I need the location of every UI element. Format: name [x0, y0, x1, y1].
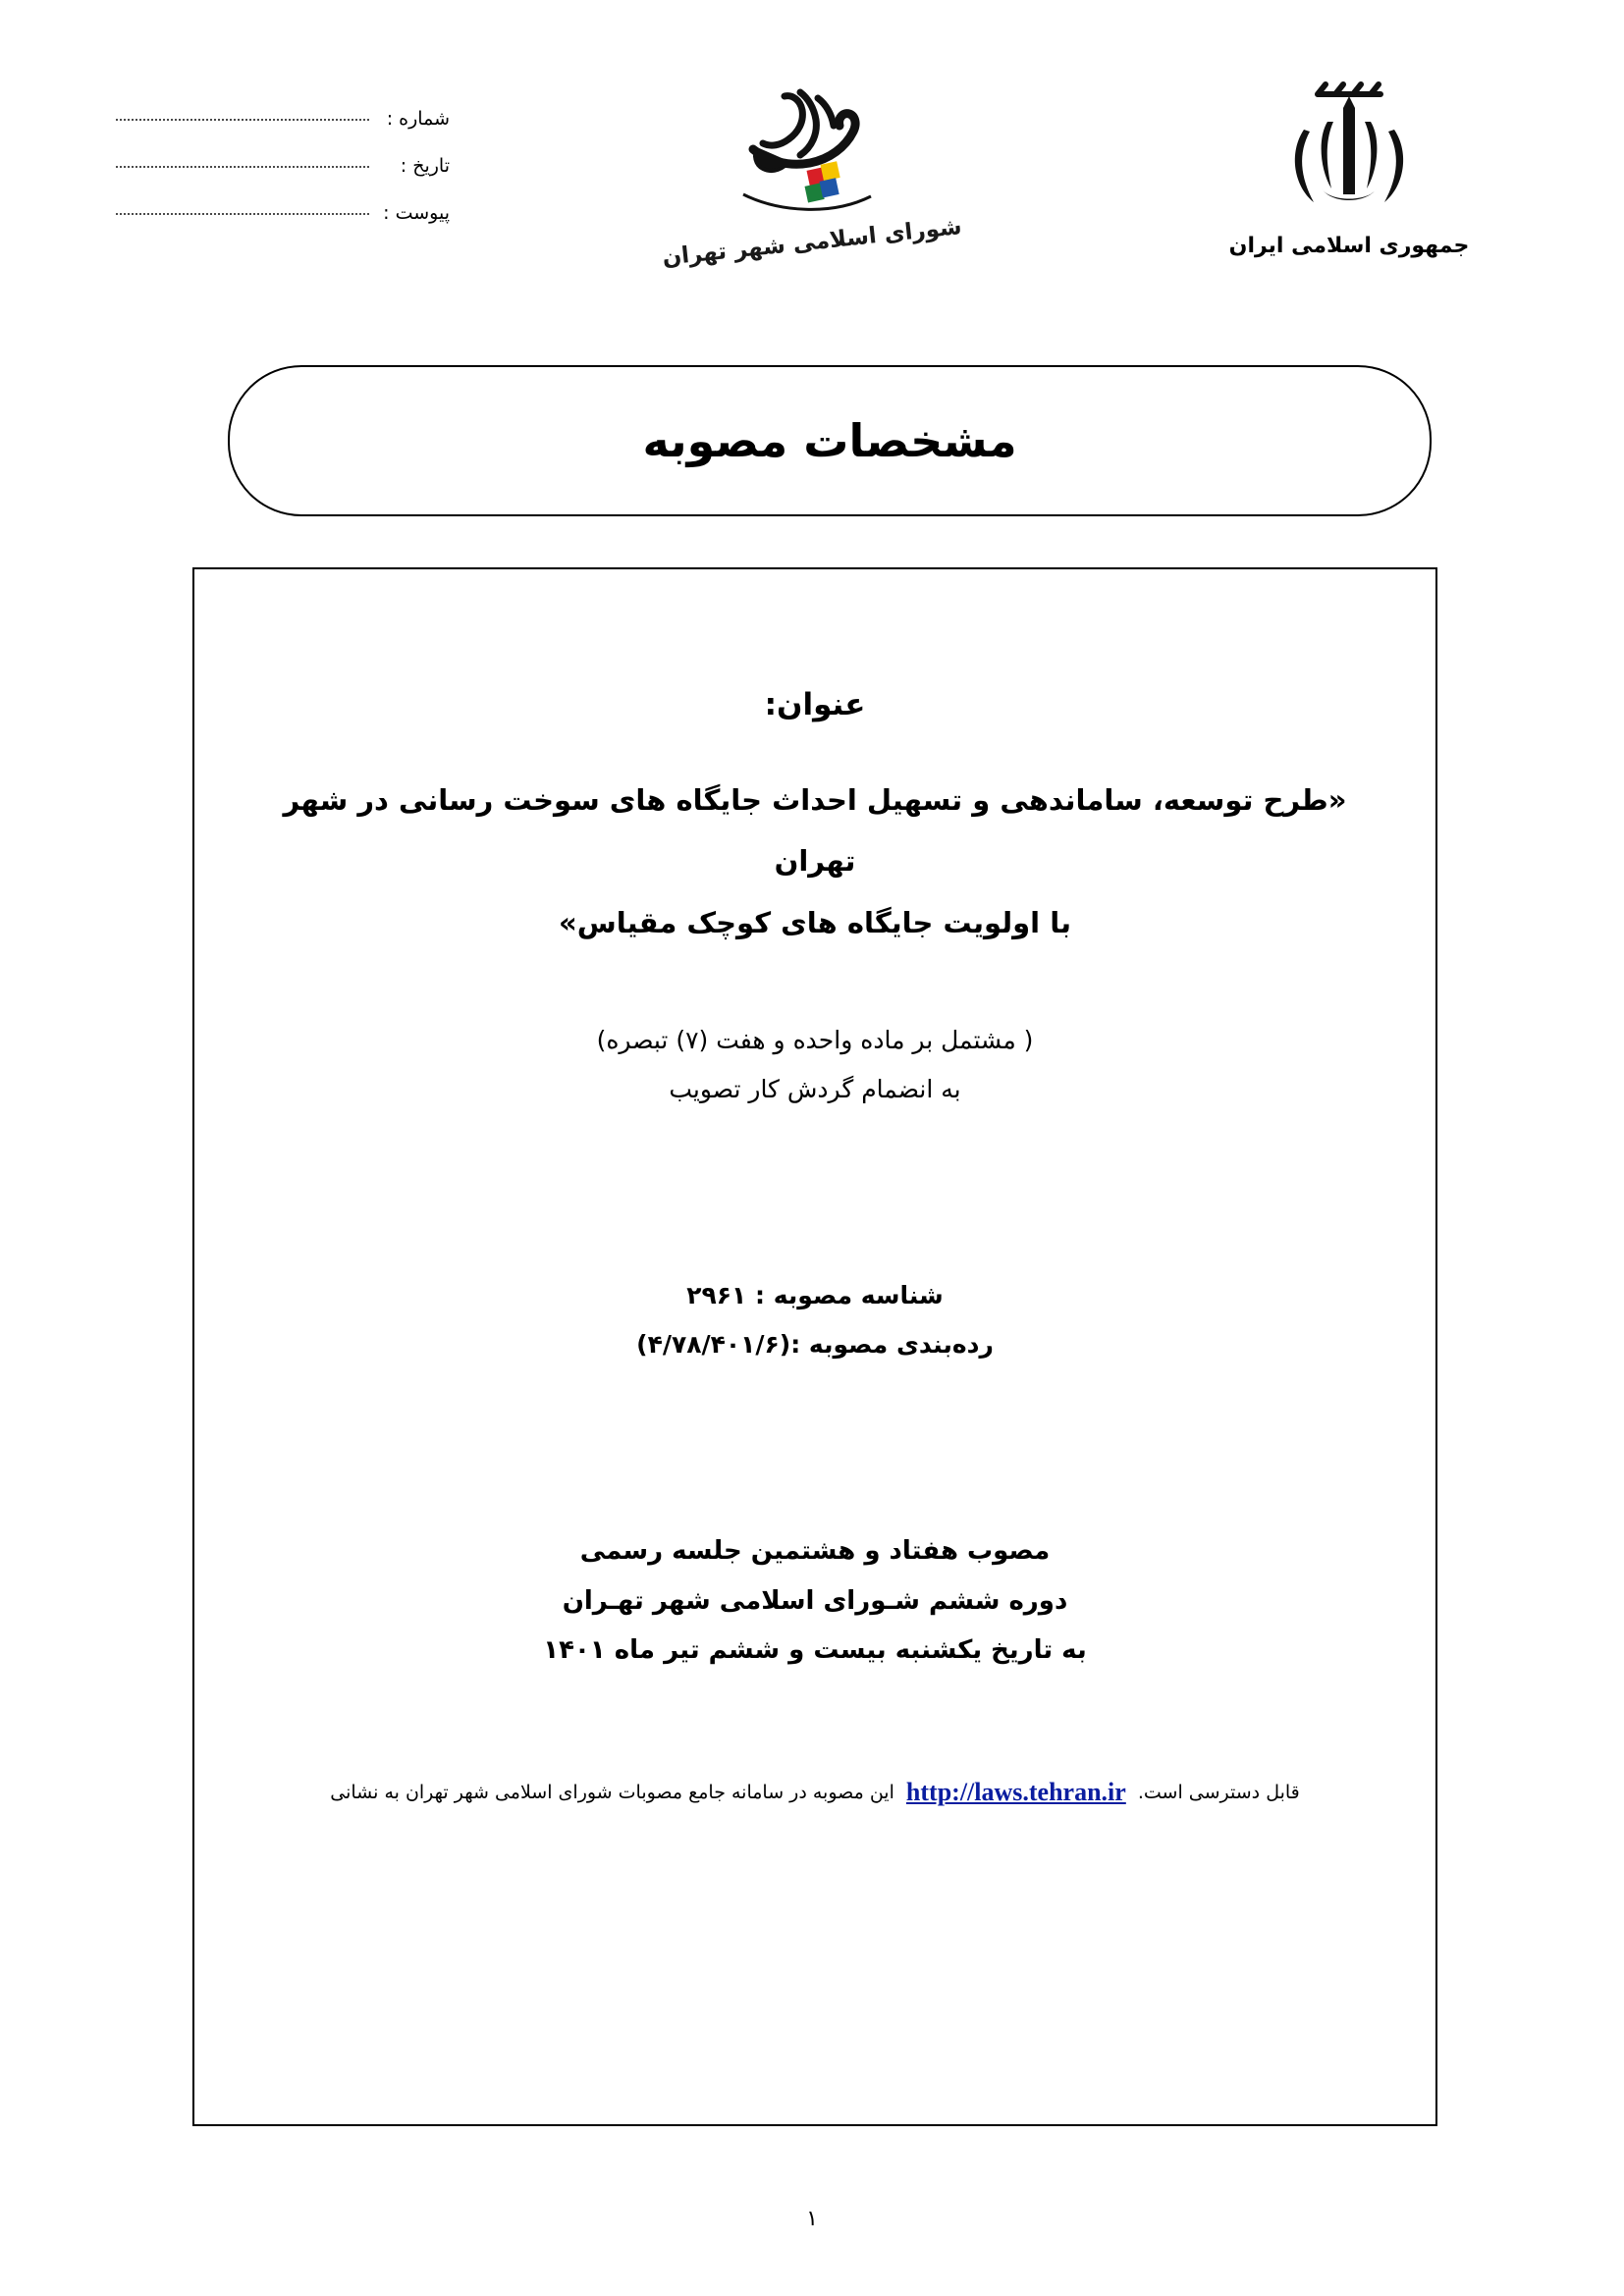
onvan-label: عنوان: — [764, 687, 866, 722]
field-dotted-line-tarikh[interactable] — [116, 165, 369, 168]
approval-date: به تاریخ یکشنبه بیست و ششم تیر ماه ۱۴۰۱ — [543, 1635, 1087, 1666]
approval-info — [194, 1526, 1435, 1676]
resolution-subnote-line-1: ( مشتمل بر ماده واحده و هفت (۷) تبصره) — [596, 1026, 1034, 1055]
approval-council-term: دوره ششم شـورای اسلامی شهر تهـران — [562, 1585, 1068, 1616]
resolution-identifiers — [194, 1271, 1435, 1369]
field-label-peyvast: پیوست : — [383, 202, 450, 224]
emblem-caption: جمهوری اسلامی ایران — [1228, 234, 1470, 258]
resolution-id: شناسه مصوبه : ۲۹۶۱ — [686, 1281, 944, 1310]
resolution-subnote-line-2: به انضمام گردش کار تصویب — [669, 1075, 961, 1104]
field-row-shomare — [116, 108, 450, 130]
tehran-city-council-logo-icon — [724, 79, 900, 226]
resolution-classification: رده‌بندی مصوبه :(۴/۷۸/۴۰۱/۶) — [636, 1330, 994, 1360]
resolution-title-line-1: «طرح توسعه، ساماندهی و تسهیل احداث جایگاه های سوخت رسانی در شهر تهران — [283, 783, 1347, 879]
page-number: ۱ — [806, 2207, 818, 2231]
council-logo-block — [650, 79, 974, 271]
field-row-tarikh — [116, 155, 450, 177]
field-dotted-line-peyvast[interactable] — [116, 212, 369, 215]
field-dotted-line-shomare[interactable] — [116, 118, 369, 121]
availability-note-prefix: این مصوبه در سامانه جامع مصوبات شورای اسلامی شهر تهران به نشانی — [330, 1782, 894, 1804]
header-form-fields — [116, 108, 450, 249]
page-title: مشخصات مصوبه — [642, 414, 1017, 467]
resolution-title — [194, 770, 1435, 953]
availability-note — [194, 1770, 1435, 1816]
council-logo-caption: شورای اسلامی شهر تهران — [661, 214, 963, 271]
field-label-tarikh: تاریخ : — [400, 155, 450, 177]
field-row-peyvast — [116, 202, 450, 224]
field-label-shomare: شماره : — [386, 108, 450, 130]
emblem-block — [1202, 79, 1496, 258]
resolution-subnote — [194, 1016, 1435, 1114]
resolution-title-line-2: با اولویت جایگاه های کوچک مقیاس» — [559, 905, 1071, 939]
availability-note-suffix: قابل دسترسی است. — [1137, 1782, 1300, 1804]
document-header — [0, 69, 1624, 353]
laws-portal-link[interactable]: http://laws.tehran.ir — [905, 1778, 1126, 1807]
resolution-details-box — [192, 567, 1437, 2126]
page-title-pill — [228, 365, 1432, 516]
islamic-republic-of-iran-emblem-icon — [1202, 79, 1496, 220]
approval-session: مصوب هفتاد و هشتمین جلسه رسمی — [579, 1536, 1051, 1567]
